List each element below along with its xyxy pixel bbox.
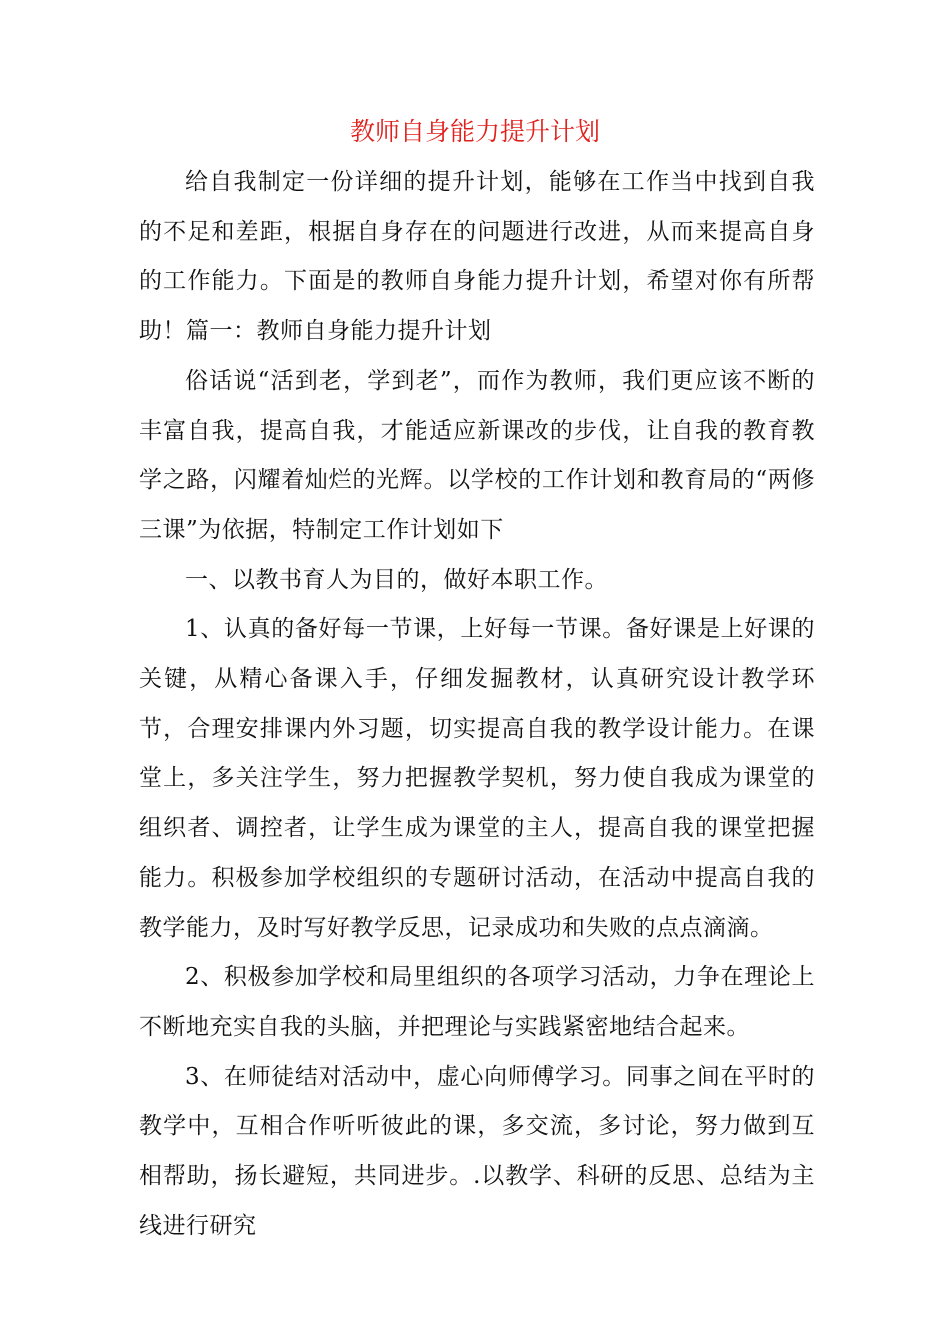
- paragraph-item-3: 3、在师徒结对活动中，虚心向师傅学习。同事之间在平时的教学中，互相合作听听彼此的课，多交流，多讨论，努力做到互相帮助，扬长避短，共同进步。.以教学、科研的反思、总结为主线进行研究: [139, 1063, 815, 1239]
- document-title: 教师自身能力提升计划: [349, 117, 600, 146]
- paragraph-intro: 给自我制定一份详细的提升计划，能够在工作当中找到自我的不足和差距，根据自身存在的问题进行改进，从而来提高自身的工作能力。下面是的教师自身能力提升计划，希望对你有所帮助！篇一：教师自身能力提升计划: [139, 169, 815, 345]
- paragraph-motto: 俗话说“活到老，学到老”，而作为教师，我们更应该不断的丰富自我，提高自我，才能适应新课改的步伐，让自我的教育教学之路，闪耀着灿烂的光辉。以学校的工作计划和教育局的“两修三课”为依据，特制定工作计划如下: [139, 367, 815, 543]
- paragraph-item-1: 1、认真的备好每一节课，上好每一节课。备好课是上好课的关键，从精心备课入手，仔细发掘教材，认真研究设计教学环节，合理安排课内外习题，切实提高自我的教学设计能力。在课堂上，多关注学生，努力把握教学契机，努力使自我成为课堂的组织者、调控者，让学生成为课堂的主人，提高自我的课堂把握能力。积极参加学校组织的专题研讨活动，在活动中提高自我的教学能力，及时写好教学反思，记录成功和失败的点点滴滴。: [139, 616, 815, 941]
- paragraph-item-2: 2、积极参加学校和局里组织的各项学习活动，力争在理论上不断地充实自我的头脑，并把理论与实践紧密地结合起来。: [139, 964, 815, 1040]
- paragraph-section-heading: 一、以教书育人为目的，做好本职工作。: [185, 566, 608, 593]
- document-body: [139, 158, 815, 1251]
